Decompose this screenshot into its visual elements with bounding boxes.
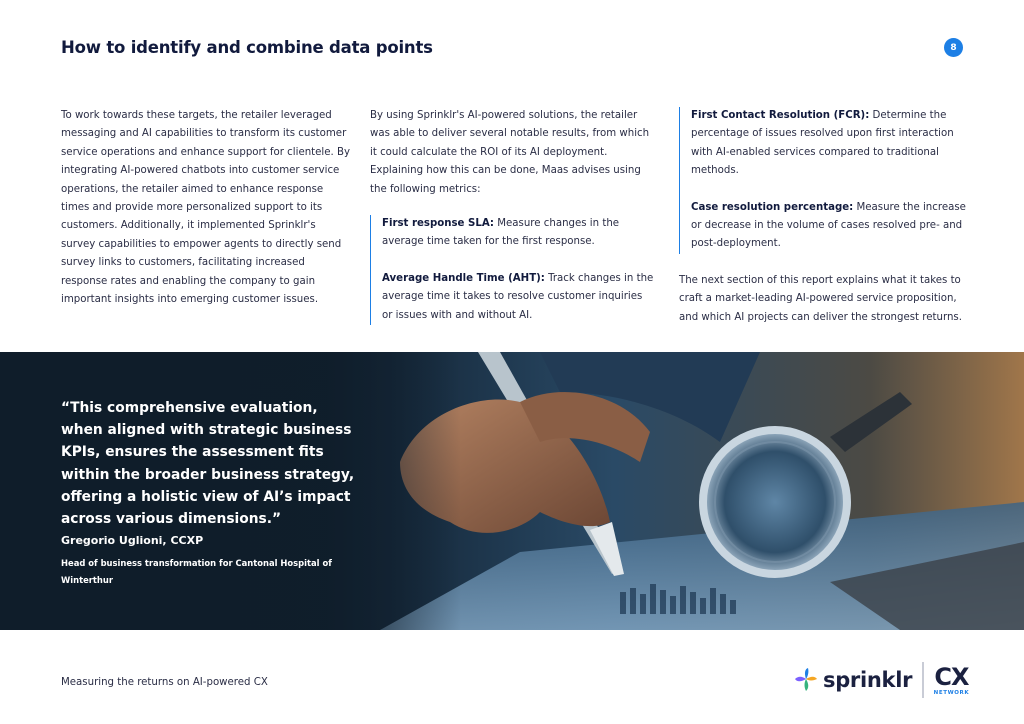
- metric-text: Determine the percentage of issues resolved upon first interaction with AI-enabled services compared to traditional methods.: [691, 110, 954, 177]
- metric-text: Track changes in the average time it takes to resolve customer inquiries or issues with and without AI.: [382, 272, 654, 321]
- metric-aht: [382, 270, 655, 325]
- metric-label: First Contact Resolution (FCR):: [691, 110, 870, 121]
- metric-label: Average Handle Time (AHT):: [382, 272, 545, 284]
- quote-author: Gregorio Uglioni, CCXP: [61, 534, 204, 547]
- sprinklr-logo-text: sprinklr: [823, 668, 913, 692]
- metrics-list: [679, 107, 969, 254]
- metric-text: Measure changes in the average time taken for the first response.: [382, 218, 620, 248]
- metric-first-response-sla: [382, 215, 655, 252]
- banner-quote: “This comprehensive evaluation, when aligned with strategic business KPIs, ensures the assessment fits within the broader business strategy, offering a holistic view of AI’s impact across various dimensions.”: [61, 400, 355, 528]
- metric-label: Case resolution percentage:: [691, 201, 854, 213]
- metric-case-resolution: [691, 199, 969, 254]
- metric-text: Measure the increase or decrease in the volume of cases resolved pre- and post-deployment.: [691, 201, 966, 250]
- metric-fcr: [691, 107, 969, 181]
- cx-network-logo: [933, 662, 970, 696]
- column-3-closing: The next section of this report explains what it takes to craft a market-leading AI-powered service proposition, and which AI projects can deliver the strongest returns.: [679, 274, 962, 323]
- sprinklr-logo-icon: [793, 667, 819, 693]
- column-3: [679, 107, 969, 327]
- quote-author-role: Head of business transformation for Cantonal Hospital of Winterthur: [61, 558, 332, 585]
- metrics-list: [370, 215, 655, 325]
- cx-logo-text: CX: [934, 662, 969, 691]
- page-number-badge: 8: [944, 38, 963, 57]
- column-2-intro: By using Sprinklr's AI-powered solutions, the retailer was able to deliver several notable results, from which it could calculate the ROI of its AI deployment. Explaining how this can be done, Maas advises using the following metrics:: [370, 110, 650, 195]
- logo-divider: [922, 662, 924, 698]
- column-2: [370, 107, 655, 325]
- cx-network-text: NETWORK: [933, 689, 970, 696]
- column-1: [61, 107, 353, 309]
- metric-label: First response SLA:: [382, 218, 494, 230]
- column-1-text: To work towards these targets, the retailer leveraged messaging and AI capabilities to transform its customer service operations and enhance support for clientele. By integrating AI-powered chatbots into customer service operations, the retailer aimed to enhance response times and provide more personalized support to its customers. Additionally, it implemented Sprinklr's survey capabilities to empower agents to directly send survey links to customers, facilitating increased response rates and enabling the company to gain important insights into emerging customer issues.: [61, 110, 351, 306]
- footer-report-title: Measuring the returns on AI-powered CX: [61, 677, 268, 688]
- footer-logos: [793, 660, 969, 700]
- page-title: How to identify and combine data points: [61, 38, 433, 57]
